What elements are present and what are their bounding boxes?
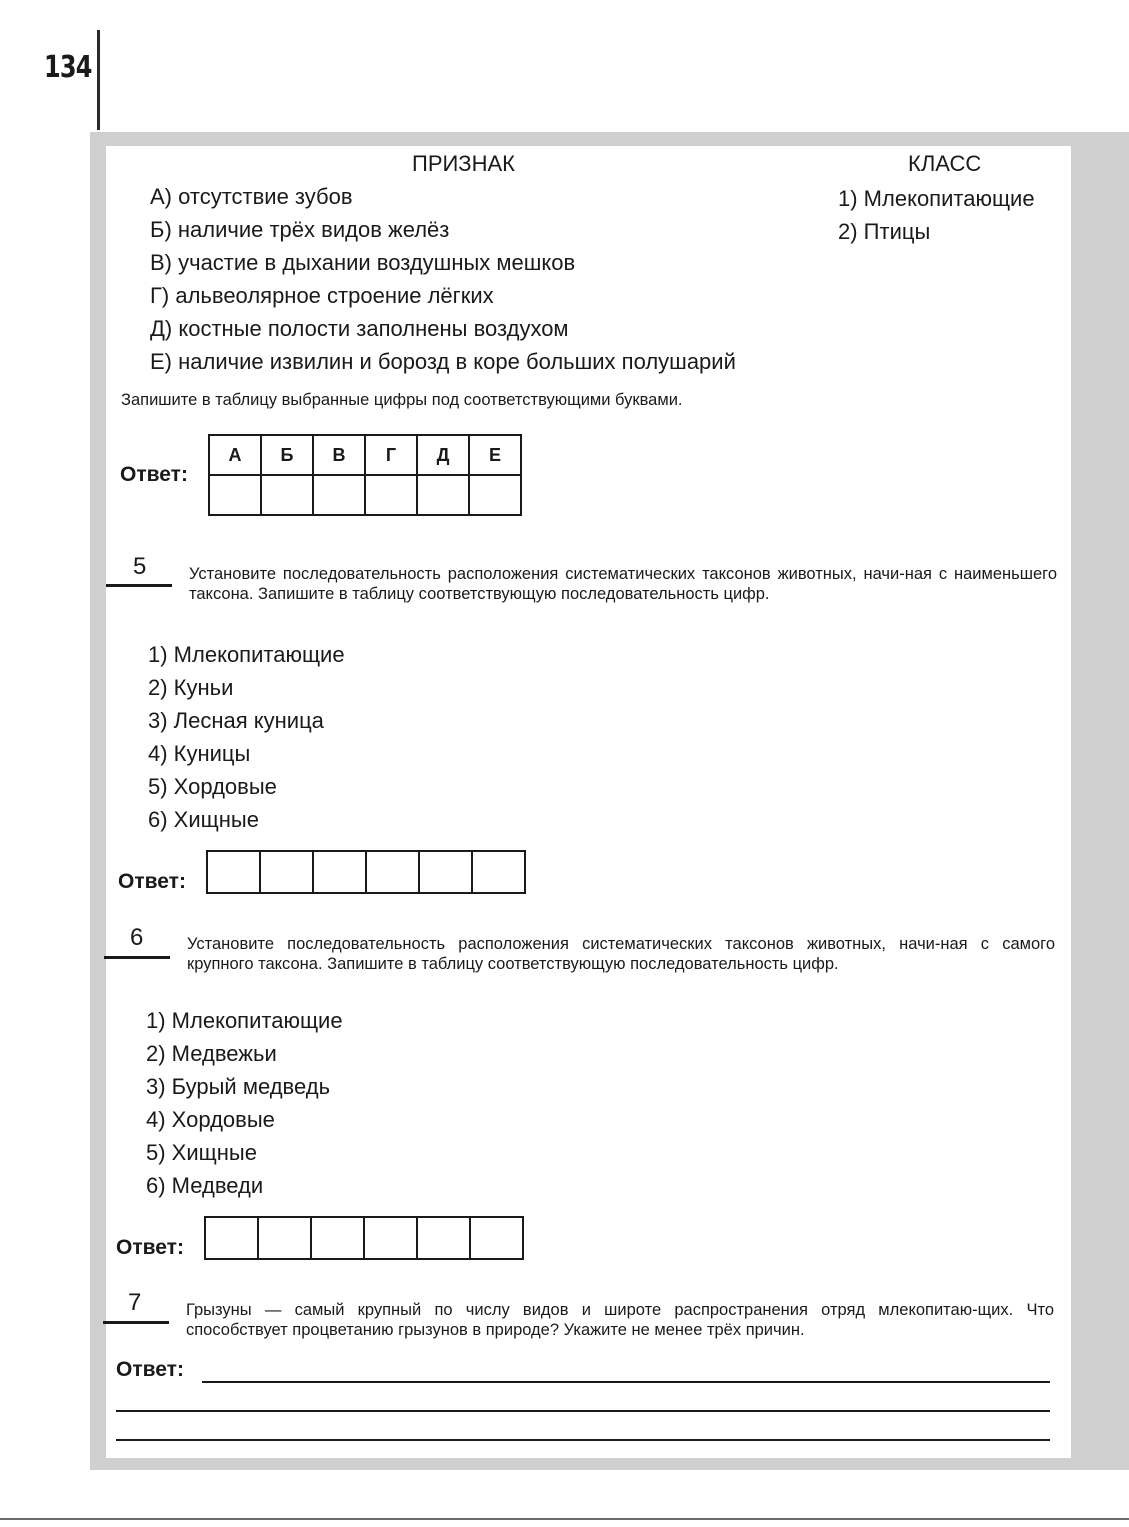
answer-table-header: В	[313, 435, 365, 475]
answer-cell[interactable]	[473, 852, 524, 892]
task6-answer-label: Ответ:	[116, 1236, 184, 1259]
answer-cell[interactable]	[417, 475, 469, 515]
answer-cell[interactable]	[313, 475, 365, 515]
task6-item-list	[146, 1004, 343, 1202]
task4-instruction: Запишите в таблицу выбранные цифры под соответствующими буквами.	[121, 391, 683, 409]
task5-item: 4) Куницы	[148, 741, 251, 766]
task5-item-list	[148, 638, 345, 836]
task5-text: Установите последовательность расположения систематических таксонов животных, начи-ная с наименьшего таксона. Запишите в таблицу соответствующую последовательность цифр.	[189, 565, 1057, 603]
task6-item: 6) Медведи	[146, 1173, 264, 1198]
answer-cell[interactable]	[259, 1218, 312, 1258]
feature-item: Б) наличие трёх видов желёз	[150, 217, 450, 242]
answer-cell[interactable]	[206, 1218, 259, 1258]
task6-number-underline	[104, 956, 170, 959]
answer-cell[interactable]	[209, 475, 261, 515]
feature-item: Г) альвеолярное строение лёгких	[150, 283, 494, 308]
task5-number: 5	[133, 553, 147, 580]
answer-table-input-row	[209, 475, 521, 515]
task5-item: 6) Хищные	[148, 807, 259, 832]
answer-cell[interactable]	[365, 475, 417, 515]
task4-answer-table	[208, 434, 522, 516]
answer-cell[interactable]	[367, 852, 420, 892]
task4-answer-label: Ответ:	[120, 463, 188, 486]
answer-table-header-row	[209, 435, 521, 475]
task5-item: 2) Куньи	[148, 675, 234, 700]
answer-cell[interactable]	[365, 1218, 418, 1258]
class-item: 2) Птицы	[838, 219, 931, 244]
answer-line[interactable]	[116, 1439, 1050, 1441]
feature-list	[150, 180, 736, 378]
task5-answer-boxes	[206, 850, 526, 894]
task5-item: 3) Лесная куница	[148, 708, 324, 733]
answer-cell[interactable]	[469, 475, 521, 515]
feature-item: А) отсутствие зубов	[150, 184, 353, 209]
margin-rule	[97, 30, 100, 130]
page-number: 134	[44, 50, 92, 85]
answer-cell[interactable]	[471, 1218, 522, 1258]
task5-item: 5) Хордовые	[148, 774, 277, 799]
answer-cell[interactable]	[312, 1218, 365, 1258]
answer-table-header: Г	[365, 435, 417, 475]
answer-table-header: А	[209, 435, 261, 475]
task6-item: 2) Медвежьи	[146, 1041, 277, 1066]
answer-line[interactable]	[202, 1381, 1050, 1383]
task6-text: Установите последовательность расположения систематических таксонов животных, начи-ная с самого крупного таксона. Запишите в таблицу соответствующую последовательность цифр.	[187, 935, 1055, 973]
feature-item: В) участие в дыхании воздушных мешков	[150, 250, 576, 275]
task6-item: 4) Хордовые	[146, 1107, 275, 1132]
answer-cell[interactable]	[208, 852, 261, 892]
task5-item: 1) Млекопитающие	[148, 642, 345, 667]
class-column-title: КЛАСС	[908, 151, 982, 176]
answer-cell[interactable]	[314, 852, 367, 892]
task6-item: 3) Бурый медведь	[146, 1074, 331, 1099]
task5-number-underline	[106, 584, 172, 587]
answer-table-header: Д	[417, 435, 469, 475]
task7-answer-label: Ответ:	[116, 1358, 184, 1381]
task6-item: 1) Млекопитающие	[146, 1008, 343, 1033]
class-item: 1) Млекопитающие	[838, 186, 1035, 211]
page-bottom-rule	[0, 1518, 1129, 1520]
answer-cell[interactable]	[261, 852, 314, 892]
answer-line[interactable]	[116, 1410, 1050, 1412]
task6-number: 6	[130, 924, 144, 951]
class-list	[838, 182, 1035, 248]
feature-item: Е) наличие извилин и борозд в коре больших полушарий	[150, 349, 736, 374]
task5-answer-label: Ответ:	[118, 870, 186, 893]
feature-column-title: ПРИЗНАК	[412, 151, 515, 176]
task6-item: 5) Хищные	[146, 1140, 257, 1165]
answer-cell[interactable]	[261, 475, 313, 515]
answer-table-header: Е	[469, 435, 521, 475]
feature-item: Д) костные полости заполнены воздухом	[150, 316, 569, 341]
task6-answer-boxes	[204, 1216, 524, 1260]
task7-text: Грызуны — самый крупный по числу видов и широте распространения отряд млекопитаю-щих. Что способствует процветанию грызунов в природе? Укажите не менее трёх причин.	[186, 1301, 1054, 1339]
answer-cell[interactable]	[418, 1218, 471, 1258]
answer-cell[interactable]	[420, 852, 473, 892]
answer-table-header: Б	[261, 435, 313, 475]
task7-number-underline	[103, 1321, 169, 1324]
task7-number: 7	[128, 1289, 142, 1316]
